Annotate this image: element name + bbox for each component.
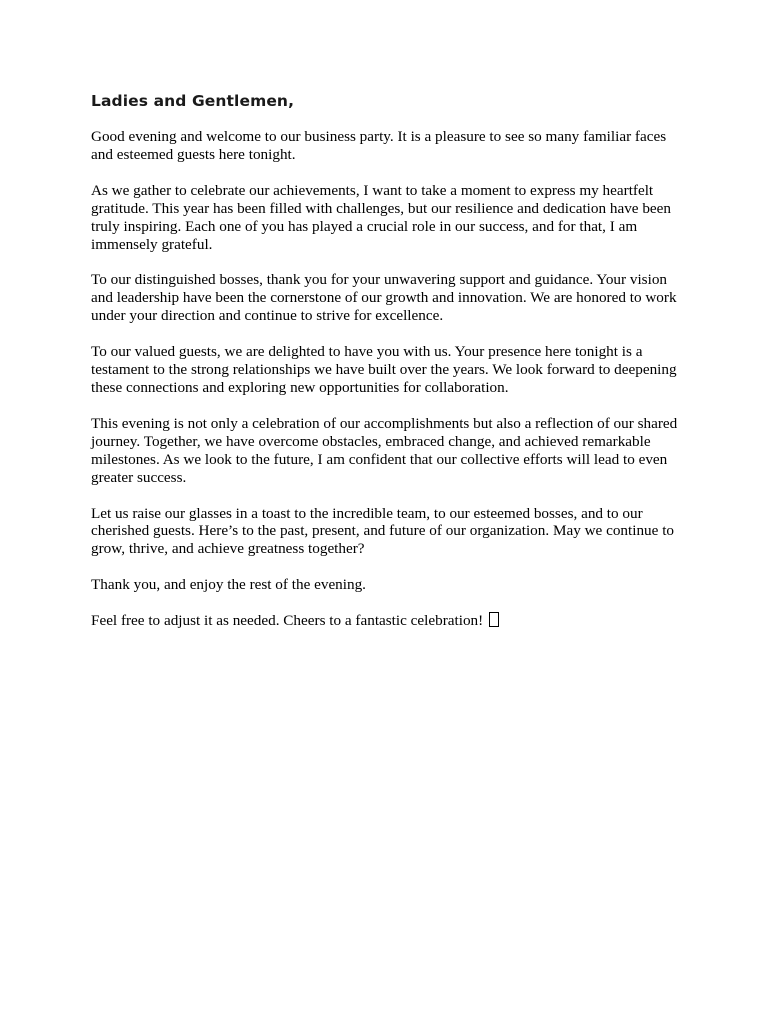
paragraph-closing [91, 612, 681, 630]
paragraph-toast: Let us raise our glasses in a toast to the incredible team, to our esteemed bosses, and to our cherished guests. Here’s to the past, present, and future of our organization. May we continue to grow, thrive, and achieve greatness together? [91, 504, 675, 558]
paragraph-gratitude: As we gather to celebrate our achievements, I want to take a moment to express my heartfelt gratitude. This year has been filled with challenges, but our resilience and dedication have been truly inspiring. Each one of you has played a crucial role in our success, and for that, I am immensely grateful. [91, 181, 672, 253]
missing-glyph-icon [489, 612, 499, 627]
paragraph-welcome: Good evening and welcome to our business party. It is a pleasure to see so many familiar faces and esteemed guests here tonight. [91, 128, 667, 163]
closing-text: Feel free to adjust it as needed. Cheers to a fantastic celebration! [91, 612, 484, 630]
paragraph-guests: To our valued guests, we are delighted to have you with us. Your presence here tonight is a testament to the strong relationships we have built over the years. We look forward to deepening these connections and exploring new opportunities for collaboration. [91, 343, 677, 396]
paragraph-bosses: To our distinguished bosses, thank you for your unwavering support and guidance. Your vision and leadership have been the cornerstone of our growth and innovation. We are honored to work under your direction and continue to strive for excellence. [91, 271, 677, 325]
paragraph-reflection: This evening is not only a celebration of our accomplishments but also a reflection of our shared journey. Together, we have overcome obstacles, embraced change, and achieved remarkable milestones. As we look to the future, I am confident that our collective efforts will lead to even greater success. [91, 414, 678, 486]
paragraph-thanks: Thank you, and enjoy the rest of the evening. [91, 576, 366, 594]
greeting-heading: Ladies and Gentlemen, [91, 92, 295, 110]
document-body [91, 88, 681, 648]
